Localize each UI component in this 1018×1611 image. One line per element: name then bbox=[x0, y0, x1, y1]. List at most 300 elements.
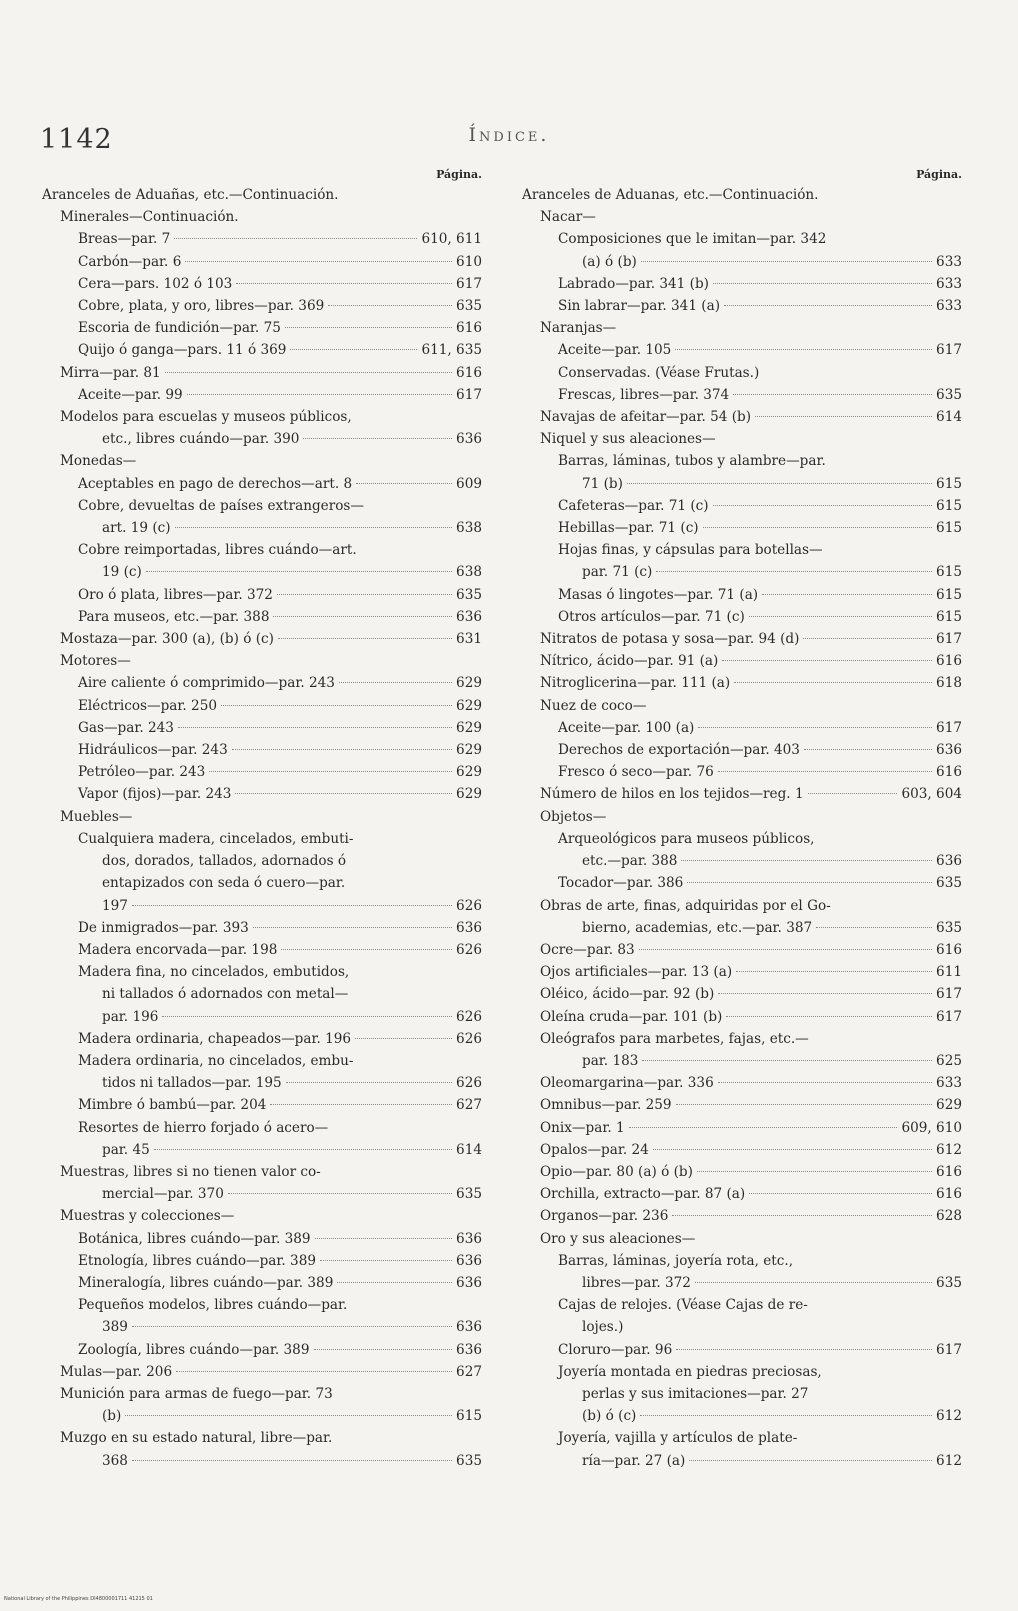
index-entry bbox=[42, 1316, 482, 1338]
index-entry bbox=[42, 1094, 482, 1116]
index-entry bbox=[522, 895, 962, 917]
entry-text: Oleógrafos para marbetes, fajas, etc.— bbox=[540, 1030, 809, 1047]
index-entry bbox=[522, 1405, 962, 1427]
index-entry bbox=[522, 339, 962, 361]
dot-leader bbox=[816, 927, 932, 928]
entry-page-ref: 603, 604 bbox=[901, 786, 962, 803]
dot-leader bbox=[804, 749, 932, 750]
entry-text: Composiciones que le imitan—par. 342 bbox=[558, 231, 827, 248]
pagina-label: Página. bbox=[916, 168, 962, 181]
entry-text: Frescas, libres—par. 374 bbox=[558, 386, 730, 403]
entry-text: mercial—par. 370 bbox=[102, 1186, 224, 1203]
index-entry bbox=[42, 717, 482, 739]
entry-page-ref: 629 bbox=[456, 742, 482, 759]
entry-text: Cajas de relojes. (Véase Cajas de re- bbox=[558, 1297, 808, 1314]
entry-text: (b) ó (c) bbox=[582, 1408, 637, 1425]
index-entry bbox=[42, 1294, 482, 1316]
entry-text: Cobre, plata, y oro, libres—par. 369 bbox=[78, 298, 325, 315]
index-entry bbox=[42, 1383, 482, 1405]
entry-page-ref: 633 bbox=[936, 298, 962, 315]
dot-leader bbox=[328, 305, 452, 306]
dot-leader bbox=[641, 261, 932, 262]
entry-text: Tocador—par. 386 bbox=[558, 875, 684, 892]
index-entry bbox=[42, 206, 482, 228]
entry-page-ref: 636 bbox=[456, 1341, 482, 1358]
entry-page-ref: 638 bbox=[456, 564, 482, 581]
index-entry bbox=[522, 1183, 962, 1205]
entry-text: Madera ordinaria, chapeados—par. 196 bbox=[78, 1030, 352, 1047]
dot-leader bbox=[277, 594, 452, 595]
index-entry bbox=[42, 1161, 482, 1183]
dot-leader bbox=[303, 438, 452, 439]
index-entry bbox=[42, 1205, 482, 1227]
page-number: 1142 bbox=[40, 124, 113, 155]
entry-text: Barras, láminas, tubos y alambre—par. bbox=[558, 453, 826, 470]
index-entry bbox=[522, 1250, 962, 1272]
entry-text: 389 bbox=[102, 1319, 128, 1336]
entry-text: Aranceles de Aduanas, etc.—Continuación. bbox=[522, 187, 819, 203]
entry-text: Vapor (fijos)—par. 243 bbox=[78, 786, 232, 803]
entry-text: par. 45 bbox=[102, 1141, 150, 1158]
entry-text: Hojas finas, y cápsulas para botellas— bbox=[558, 542, 823, 559]
dot-leader bbox=[724, 305, 932, 306]
index-entry bbox=[42, 761, 482, 783]
dot-leader bbox=[273, 616, 452, 617]
entry-page-ref: 636 bbox=[456, 1319, 482, 1336]
index-entry bbox=[522, 1205, 962, 1227]
entry-text: Mimbre ó bambú—par. 204 bbox=[78, 1097, 267, 1114]
index-entry bbox=[42, 1339, 482, 1361]
dot-leader bbox=[672, 1215, 932, 1216]
entry-text: Organos—par. 236 bbox=[540, 1208, 669, 1225]
entry-page-ref: 615 bbox=[936, 520, 962, 537]
entry-text: Escoria de fundición—par. 75 bbox=[78, 320, 281, 337]
entry-page-ref: 614 bbox=[936, 409, 962, 426]
index-entry bbox=[522, 1139, 962, 1161]
dot-leader bbox=[687, 882, 932, 883]
index-entry bbox=[522, 983, 962, 1005]
index-entry bbox=[42, 1028, 482, 1050]
index-entry bbox=[522, 783, 962, 805]
entry-page-ref: 635 bbox=[456, 586, 482, 603]
index-entry bbox=[42, 628, 482, 650]
entry-page-ref: 636 bbox=[456, 1274, 482, 1291]
entry-page-ref: 616 bbox=[456, 364, 482, 381]
dot-leader bbox=[253, 927, 452, 928]
entry-text: Aceite—par. 99 bbox=[78, 386, 183, 403]
entry-text: Ojos artificiales—par. 13 (a) bbox=[540, 964, 733, 981]
entry-text: Aranceles de Aduañas, etc.—Continuación. bbox=[42, 187, 339, 203]
entry-text: 368 bbox=[102, 1452, 128, 1469]
entry-text: par. 183 bbox=[582, 1052, 639, 1069]
entry-text: Arqueológicos para museos públicos, bbox=[558, 830, 815, 847]
entry-text: 71 (b) bbox=[582, 475, 623, 492]
entry-text: Cobre, devueltas de países extrangeros— bbox=[78, 497, 364, 514]
index-entry bbox=[42, 1405, 482, 1427]
right-entries bbox=[522, 184, 962, 1472]
entry-text: ni tallados ó adornados con metal— bbox=[102, 986, 349, 1003]
entry-page-ref: 635 bbox=[936, 386, 962, 403]
index-entry bbox=[42, 295, 482, 317]
dot-leader bbox=[174, 238, 417, 239]
entry-text: Nítrico, ácido—par. 91 (a) bbox=[540, 653, 719, 670]
index-entry bbox=[42, 1361, 482, 1383]
index-entry bbox=[42, 939, 482, 961]
index-entry bbox=[42, 273, 482, 295]
index-entry bbox=[522, 1272, 962, 1294]
index-entry bbox=[522, 739, 962, 761]
entry-page-ref: 614 bbox=[456, 1141, 482, 1158]
dot-leader bbox=[681, 860, 932, 861]
entry-page-ref: 635 bbox=[456, 298, 482, 315]
entry-text: Etnología, libres cuándo—par. 389 bbox=[78, 1252, 316, 1269]
entry-page-ref: 611 bbox=[936, 964, 962, 981]
index-entry bbox=[42, 1183, 482, 1205]
entry-text: Munición para armas de fuego—par. 73 bbox=[60, 1385, 333, 1402]
entry-text: Derechos de exportación—par. 403 bbox=[558, 742, 800, 759]
entry-text: Pequeños modelos, libres cuándo—par. bbox=[78, 1297, 348, 1314]
entry-page-ref: 629 bbox=[456, 675, 482, 692]
index-entry bbox=[522, 295, 962, 317]
entry-text: Navajas de afeitar—par. 54 (b) bbox=[540, 409, 752, 426]
entry-page-ref: 635 bbox=[936, 875, 962, 892]
entry-text: Nitratos de potasa y sosa—par. 94 (d) bbox=[540, 631, 800, 648]
index-entry bbox=[522, 384, 962, 406]
dot-leader bbox=[221, 705, 452, 706]
dot-leader bbox=[185, 261, 452, 262]
entry-page-ref: 617 bbox=[456, 386, 482, 403]
entry-page-ref: 631 bbox=[456, 631, 482, 648]
index-entry bbox=[42, 539, 482, 561]
dot-leader bbox=[162, 1016, 452, 1017]
entry-text: Petróleo—par. 243 bbox=[78, 764, 206, 781]
entry-page-ref: 616 bbox=[456, 320, 482, 337]
entry-text: bierno, academias, etc.—par. 387 bbox=[582, 919, 813, 936]
entry-text: Masas ó lingotes—par. 71 (a) bbox=[558, 586, 759, 603]
dot-leader bbox=[339, 682, 452, 683]
index-entry bbox=[522, 473, 962, 495]
index-entry bbox=[42, 428, 482, 450]
entry-page-ref: 616 bbox=[936, 764, 962, 781]
index-entry bbox=[522, 1050, 962, 1072]
entry-page-ref: 635 bbox=[456, 1186, 482, 1203]
index-entry bbox=[42, 561, 482, 583]
entry-page-ref: 617 bbox=[936, 1008, 962, 1025]
entry-text: Madera fina, no cincelados, embutidos, bbox=[78, 964, 350, 981]
entry-text: Sin labrar—par. 341 (a) bbox=[558, 298, 721, 315]
entry-text: Otros artículos—par. 71 (c) bbox=[558, 608, 745, 625]
index-entry bbox=[42, 317, 482, 339]
entry-text: par. 196 bbox=[102, 1008, 159, 1025]
index-entry bbox=[522, 1450, 962, 1472]
entry-text: Mulas—par. 206 bbox=[60, 1363, 173, 1380]
pagina-label: Página. bbox=[436, 168, 482, 181]
index-entry bbox=[42, 450, 482, 472]
entry-text: Minerales—Continuación. bbox=[60, 209, 239, 226]
dot-leader bbox=[187, 394, 452, 395]
entry-page-ref: 626 bbox=[456, 1008, 482, 1025]
entry-text: Monedas— bbox=[60, 453, 137, 470]
index-entry bbox=[42, 1427, 482, 1449]
index-entry bbox=[42, 917, 482, 939]
index-entry bbox=[522, 184, 962, 206]
entry-text: Cloruro—par. 96 bbox=[558, 1341, 673, 1358]
entry-text: Nitroglicerina—par. 111 (a) bbox=[540, 675, 731, 692]
entry-page-ref: 627 bbox=[456, 1363, 482, 1380]
index-entry bbox=[522, 450, 962, 472]
index-entry bbox=[42, 1250, 482, 1272]
dot-leader bbox=[718, 993, 932, 994]
dot-leader bbox=[178, 727, 452, 728]
dot-leader bbox=[235, 793, 452, 794]
index-entry bbox=[42, 983, 482, 1005]
entry-text: Oleomargarina—par. 336 bbox=[540, 1075, 714, 1092]
entry-page-ref: 615 bbox=[936, 497, 962, 514]
entry-text: etc., libres cuándo—par. 390 bbox=[102, 431, 300, 448]
entry-text: (b) bbox=[102, 1408, 122, 1425]
entry-text: Aceptables en pago de derechos—art. 8 bbox=[78, 475, 353, 492]
index-entry bbox=[522, 228, 962, 250]
entry-text: Breas—par. 7 bbox=[78, 231, 171, 248]
entry-text: Fresco ó seco—par. 76 bbox=[558, 764, 714, 781]
entry-text: Hebillas—par. 71 (c) bbox=[558, 520, 699, 537]
entry-page-ref: 609, 610 bbox=[901, 1119, 962, 1136]
index-entry bbox=[522, 206, 962, 228]
dot-leader bbox=[278, 638, 452, 639]
entry-page-ref: 638 bbox=[456, 520, 482, 537]
index-entry bbox=[42, 850, 482, 872]
entry-text: Motores— bbox=[60, 653, 131, 670]
entry-page-ref: 629 bbox=[456, 764, 482, 781]
dot-leader bbox=[703, 527, 932, 528]
index-entry bbox=[522, 495, 962, 517]
entry-text: etc.—par. 388 bbox=[582, 853, 678, 870]
dot-leader bbox=[676, 1104, 932, 1105]
index-entry bbox=[522, 517, 962, 539]
dot-leader bbox=[695, 1282, 932, 1283]
entry-text: lojes.) bbox=[582, 1319, 624, 1336]
entry-text: Madera ordinaria, no cincelados, embu- bbox=[78, 1052, 354, 1069]
entry-page-ref: 612 bbox=[936, 1141, 962, 1158]
dot-leader bbox=[125, 1415, 452, 1416]
index-entry bbox=[42, 228, 482, 250]
index-entry bbox=[42, 961, 482, 983]
entry-page-ref: 610, 611 bbox=[421, 231, 482, 248]
entry-page-ref: 616 bbox=[936, 653, 962, 670]
index-entry bbox=[42, 872, 482, 894]
entry-text: Botánica, libres cuándo—par. 389 bbox=[78, 1230, 311, 1247]
left-entries bbox=[42, 184, 482, 1472]
index-entry bbox=[42, 517, 482, 539]
entry-page-ref: 629 bbox=[456, 719, 482, 736]
entry-page-ref: 635 bbox=[456, 1452, 482, 1469]
entry-page-ref: 615 bbox=[936, 564, 962, 581]
entry-text: Aceite—par. 105 bbox=[558, 342, 672, 359]
dot-leader bbox=[689, 1460, 932, 1461]
index-entry bbox=[42, 584, 482, 606]
entry-text: Carbón—par. 6 bbox=[78, 253, 182, 270]
index-entry bbox=[42, 251, 482, 273]
entry-page-ref: 636 bbox=[456, 1252, 482, 1269]
entry-text: Obras de arte, finas, adquiridas por el Go- bbox=[540, 897, 831, 914]
entry-text: Mineralogía, libres cuándo—par. 389 bbox=[78, 1274, 334, 1291]
dot-leader bbox=[676, 1349, 932, 1350]
dot-leader bbox=[734, 682, 932, 683]
dot-leader bbox=[722, 660, 932, 661]
index-entry bbox=[522, 1316, 962, 1338]
entry-page-ref: 636 bbox=[456, 919, 482, 936]
index-entry bbox=[522, 1006, 962, 1028]
dot-leader bbox=[640, 1415, 932, 1416]
entry-text: Oléico, ácido—par. 92 (b) bbox=[540, 986, 715, 1003]
entry-text: dos, dorados, tallados, adornados ó bbox=[102, 853, 347, 870]
index-entry bbox=[522, 628, 962, 650]
dot-leader bbox=[718, 771, 932, 772]
entry-text: Aire caliente ó comprimido—par. 243 bbox=[78, 675, 335, 692]
entry-text: Oro ó plata, libres—par. 372 bbox=[78, 586, 273, 603]
entry-page-ref: 615 bbox=[936, 586, 962, 603]
entry-page-ref: 616 bbox=[936, 941, 962, 958]
entry-page-ref: 629 bbox=[456, 786, 482, 803]
index-entry bbox=[42, 739, 482, 761]
index-entry bbox=[522, 606, 962, 628]
index-entry bbox=[522, 1117, 962, 1139]
entry-text: Onix—par. 1 bbox=[540, 1119, 625, 1136]
entry-text: entapizados con seda ó cuero—par. bbox=[102, 875, 346, 892]
dot-leader bbox=[132, 1326, 452, 1327]
index-entry bbox=[522, 251, 962, 273]
index-entry bbox=[522, 1383, 962, 1405]
dot-leader bbox=[209, 771, 452, 772]
entry-text: Oleína cruda—par. 101 (b) bbox=[540, 1008, 723, 1025]
entry-text: 19 (c) bbox=[102, 564, 142, 581]
entry-text: par. 71 (c) bbox=[582, 564, 653, 581]
entry-text: Nuez de coco— bbox=[540, 697, 647, 714]
index-entry bbox=[522, 695, 962, 717]
index-entry bbox=[522, 539, 962, 561]
dot-leader bbox=[165, 372, 452, 373]
entry-page-ref: 617 bbox=[936, 631, 962, 648]
entry-page-ref: 636 bbox=[456, 1230, 482, 1247]
dot-leader bbox=[653, 1149, 932, 1150]
dot-leader bbox=[132, 1460, 452, 1461]
dot-leader bbox=[713, 283, 932, 284]
dot-leader bbox=[642, 1060, 932, 1061]
entry-page-ref: 626 bbox=[456, 941, 482, 958]
index-entry bbox=[522, 584, 962, 606]
dot-leader bbox=[315, 1238, 453, 1239]
dot-leader bbox=[639, 949, 932, 950]
entry-page-ref: 635 bbox=[936, 1274, 962, 1291]
entry-page-ref: 636 bbox=[456, 431, 482, 448]
entry-page-ref: 633 bbox=[936, 253, 962, 270]
entry-text: Objetos— bbox=[540, 808, 607, 825]
entry-text: Muzgo en su estado natural, libre—par. bbox=[60, 1430, 333, 1447]
index-entry bbox=[42, 895, 482, 917]
index-entry bbox=[42, 1139, 482, 1161]
dot-leader bbox=[808, 793, 898, 794]
dot-leader bbox=[356, 483, 452, 484]
dot-leader bbox=[749, 616, 932, 617]
entry-page-ref: 628 bbox=[936, 1208, 962, 1225]
entry-text: perlas y sus imitaciones—par. 27 bbox=[582, 1385, 809, 1402]
dot-leader bbox=[146, 571, 452, 572]
entry-page-ref: 617 bbox=[936, 342, 962, 359]
entry-page-ref: 626 bbox=[456, 1075, 482, 1092]
index-entry bbox=[42, 384, 482, 406]
dot-leader bbox=[755, 416, 932, 417]
index-entry bbox=[42, 184, 482, 206]
entry-text: Joyería, vajilla y artículos de plate- bbox=[558, 1430, 798, 1447]
entry-text: Modelos para escuelas y museos públicos, bbox=[60, 409, 352, 426]
entry-text: Hidráulicos—par. 243 bbox=[78, 742, 228, 759]
dot-leader bbox=[656, 571, 932, 572]
dot-leader bbox=[320, 1260, 452, 1261]
index-entry bbox=[522, 850, 962, 872]
entry-page-ref: 618 bbox=[936, 675, 962, 692]
dot-leader bbox=[286, 1082, 452, 1083]
dot-leader bbox=[154, 1149, 452, 1150]
entry-page-ref: 615 bbox=[456, 1408, 482, 1425]
entry-text: Número de hilos en los tejidos—reg. 1 bbox=[540, 786, 804, 803]
dot-leader bbox=[176, 1371, 452, 1372]
entry-text: Cafeteras—par. 71 (c) bbox=[558, 497, 709, 514]
dot-leader bbox=[726, 1016, 932, 1017]
index-entry bbox=[522, 317, 962, 339]
entry-page-ref: 615 bbox=[936, 608, 962, 625]
entry-text: Conservadas. (Véase Frutas.) bbox=[558, 364, 760, 381]
index-entry bbox=[522, 1094, 962, 1116]
dot-leader bbox=[132, 905, 452, 906]
entry-page-ref: 629 bbox=[936, 1097, 962, 1114]
index-entry bbox=[42, 495, 482, 517]
entry-text: Mirra—par. 81 bbox=[60, 364, 161, 381]
index-entry bbox=[522, 1228, 962, 1250]
entry-text: Barras, láminas, joyería rota, etc., bbox=[558, 1252, 794, 1269]
dot-leader bbox=[698, 727, 932, 728]
index-entry bbox=[42, 783, 482, 805]
entry-page-ref: 636 bbox=[936, 742, 962, 759]
index-entry bbox=[42, 606, 482, 628]
entry-text: Muestras, libres si no tienen valor co- bbox=[60, 1163, 321, 1180]
entry-text: Labrado—par. 341 (b) bbox=[558, 275, 709, 292]
dot-leader bbox=[355, 1038, 452, 1039]
entry-text: Resortes de hierro forjado ó acero— bbox=[78, 1119, 329, 1136]
dot-leader bbox=[675, 349, 932, 350]
entry-text: Quijo ó ganga—pars. 11 ó 369 bbox=[78, 342, 287, 359]
index-entry bbox=[522, 1339, 962, 1361]
dot-leader bbox=[337, 1282, 452, 1283]
index-entry bbox=[522, 1028, 962, 1050]
entry-text: Omnibus—par. 259 bbox=[540, 1097, 672, 1114]
entry-text: (a) ó (b) bbox=[582, 253, 637, 270]
entry-page-ref: 629 bbox=[456, 697, 482, 714]
index-entry bbox=[42, 806, 482, 828]
index-entry bbox=[522, 1161, 962, 1183]
dot-leader bbox=[718, 1082, 932, 1083]
index-entry bbox=[522, 1361, 962, 1383]
index-entry bbox=[522, 917, 962, 939]
entry-page-ref: 617 bbox=[936, 986, 962, 1003]
entry-text: Joyería montada en piedras preciosas, bbox=[558, 1363, 822, 1380]
entry-text: Gas—par. 243 bbox=[78, 719, 174, 736]
running-head: Índice. bbox=[468, 124, 550, 146]
entry-text: Eléctricos—par. 250 bbox=[78, 697, 218, 714]
entry-text: Opalos—par. 24 bbox=[540, 1141, 649, 1158]
index-entry bbox=[42, 1228, 482, 1250]
entry-text: De inmigrados—par. 393 bbox=[78, 919, 249, 936]
dot-leader bbox=[629, 1127, 898, 1128]
